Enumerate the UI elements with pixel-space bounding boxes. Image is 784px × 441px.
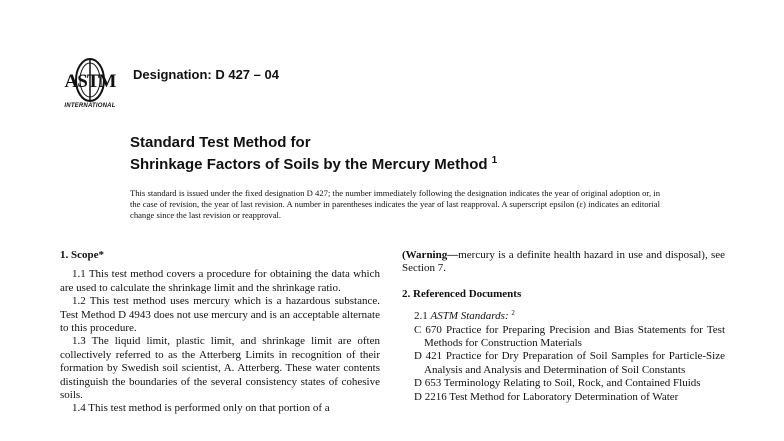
title-line-2 (130, 152, 497, 174)
right-column (402, 249, 725, 404)
paragraph-1-1: 1.1 This test method covers a procedure for obtaining the data which are used to calculate the shrinkage limit and the shrinkage ratio. (60, 268, 380, 294)
standard-notice: This standard is issued under the fixed designation D 427; the number immediately following the designation indicates the year of original adoption or, in the case of revision, the year of last revision. A number in parentheses indicates the year of last reapproval. A superscript epsilon (ε) indicates an editorial change since the last revision or reapproval. (130, 188, 660, 220)
warning-text: mercury is a definite health hazard in use and disposal), see Section 7. (402, 249, 725, 275)
paragraph-1-3: 1.3 The liquid limit, plastic limit, and shrinkage limit are often collectively referred to as the Atterberg Limits in recognition of their formation by Swedish soil scientist, A. Atterberg. These water contents distinguish the boundaries of the several consistency states of cohesive soils. (60, 335, 380, 402)
title-footnote-mark: 1 (491, 155, 498, 166)
astm-standards-number: 2.1 (414, 310, 428, 323)
astm-standards-footnote: 2 (511, 309, 515, 318)
astm-logo-icon (58, 56, 122, 104)
reference-d653: D 653 Terminology Relating to Soil, Rock, and Contained Fluids (414, 377, 701, 390)
astm-logo-subtitle: INTERNATIONAL (64, 103, 116, 109)
astm-logo (58, 56, 122, 114)
designation: Designation: D 427 – 04 (133, 67, 279, 82)
warning-label: (Warning— (402, 249, 459, 261)
title-line-2-text: Shrinkage Factors of Soils by the Mercury Method (130, 156, 488, 173)
reference-c670: C 670 Practice for Preparing Precision and Bias Statements for Test Methods for Construction Materials (414, 323, 725, 350)
astm-logo-letters: ASTM (64, 71, 116, 92)
left-column (60, 249, 380, 416)
paragraph-1-2: 1.2 This test method uses mercury which is a hazardous substance. Test Method D 4943 does not use mercury and is an acceptable alternate to this procedure. (60, 295, 380, 335)
reference-d2216: D 2216 Test Method for Laboratory Determination of Water (414, 390, 679, 403)
referenced-documents-heading: 2. Referenced Documents (402, 287, 522, 300)
astm-standards-subheading (414, 307, 725, 323)
scope-heading: 1. Scope* (60, 249, 104, 261)
reference-d421: D 421 Practice for Dry Preparation of Soil Samples for Particle-Size Analysis and Analysis and Determination of Soil Constants (414, 350, 725, 376)
warning-paragraph (402, 249, 725, 276)
astm-standards-label: ASTM Standards: (430, 310, 509, 323)
paragraph-1-4: 1.4 This test method is performed only on that portion of a (72, 402, 330, 415)
document-title (130, 134, 497, 174)
title-line-1: Standard Test Method for (130, 134, 311, 151)
